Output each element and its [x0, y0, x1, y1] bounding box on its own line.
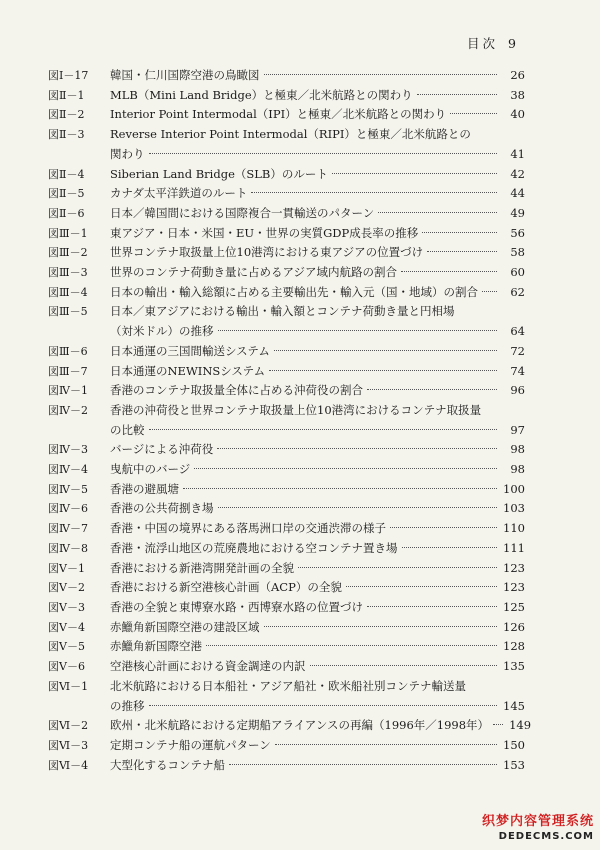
dot-leader: [251, 192, 497, 193]
figure-title: Siberian Land Bridge（SLB）のルート: [110, 166, 328, 181]
page-number: 26: [510, 68, 525, 82]
dot-leader: [332, 173, 497, 174]
figure-title: バージによる沖荷役: [110, 442, 214, 457]
figure-title: 日本通運のNEWINSシステム: [110, 363, 266, 378]
figure-title: 香港・中国の境界にある落馬洲口岸の交通渋滞の様子: [110, 521, 386, 536]
figure-title: 日本／韓国間における国際複合一貫輸送のパターン: [110, 205, 375, 220]
page-number: 126: [503, 619, 525, 634]
figure-label: 図Ⅵ－3: [48, 738, 89, 752]
figure-title: 世界のコンテナ荷動き量に占めるアジア域内航路の割合: [110, 265, 398, 280]
figure-label: 図Ⅴ－2: [48, 581, 85, 595]
figure-label: 図Ⅱ－3: [48, 128, 85, 142]
page-number: 111: [503, 540, 525, 555]
toc-entry[interactable]: [48, 381, 525, 401]
figure-label: 図Ⅳ－3: [48, 443, 88, 457]
toc-entry[interactable]: [48, 736, 525, 756]
dot-leader: [401, 271, 497, 272]
figure-title: 香港における新港湾開発計画の全貌: [110, 560, 294, 575]
figure-label: 図Ⅴ－3: [48, 600, 85, 614]
toc-entry[interactable]: [48, 519, 525, 539]
page-number: 49: [510, 205, 525, 220]
dot-leader: [217, 448, 497, 449]
dot-leader: [402, 547, 498, 548]
dot-leader: [390, 527, 497, 528]
toc-entry[interactable]: [48, 657, 525, 677]
figure-title: 韓国・仁川国際空港の鳥瞰図: [110, 68, 260, 82]
watermark: [482, 810, 594, 842]
toc-entry[interactable]: [48, 618, 525, 638]
page-number: 40: [510, 107, 525, 122]
page-number: 110: [503, 521, 525, 536]
page-number: 100: [503, 481, 525, 496]
figure-label: 図Ⅲ－5: [48, 305, 88, 319]
figure-title: 香港における新空港核心計画（ACP）の全貌: [110, 580, 342, 595]
dot-leader: [149, 153, 498, 154]
page-number: 125: [503, 599, 525, 614]
figure-label: 図Ⅱ－4: [48, 167, 85, 181]
figure-title: Reverse Interior Point Intermodal（RIPI）と極東／北米航路との: [110, 127, 471, 142]
page-number: 58: [510, 245, 525, 260]
figure-label: 図Ⅱ－5: [48, 187, 85, 201]
dot-leader: [206, 645, 497, 646]
page-number: 123: [503, 560, 525, 575]
figure-label: 図Ⅳ－6: [48, 502, 88, 516]
dot-leader: [218, 330, 498, 331]
toc-entry[interactable]: [48, 224, 525, 244]
toc-entry[interactable]: [48, 165, 525, 185]
figure-list: [48, 66, 532, 775]
dot-leader: [269, 370, 497, 371]
figure-title: 北米航路における日本船社・アジア船社・欧米船社別コンテナ輸送量: [110, 678, 467, 693]
toc-entry[interactable]: [48, 204, 525, 224]
dot-leader: [218, 507, 498, 508]
dot-leader: [427, 251, 497, 252]
page-number: 41: [510, 146, 525, 161]
figure-title: 東アジア・日本・米国・EU・世界の実質GDP成長率の推移: [110, 225, 419, 240]
page-number: 123: [503, 580, 525, 595]
figure-label: 図Ⅰ－17: [48, 69, 89, 82]
toc-entry[interactable]: [48, 401, 525, 440]
dot-leader: [298, 567, 497, 568]
dot-leader: [264, 74, 498, 75]
page-number: 128: [503, 639, 525, 654]
figure-title: 日本通運の三国間輸送システム: [110, 343, 270, 358]
header-title: 目次: [467, 36, 499, 51]
figure-label: 図Ⅳ－5: [48, 482, 88, 496]
toc-entry[interactable]: [48, 440, 525, 460]
page-number: 135: [503, 659, 525, 674]
running-header: [467, 34, 516, 52]
toc-entry[interactable]: [48, 243, 525, 263]
figure-title: 曳航中のバージ: [110, 462, 191, 477]
dot-leader: [275, 744, 497, 745]
watermark-url: DEDECMS.COM: [498, 831, 594, 842]
figure-label: 図Ⅳ－2: [48, 403, 88, 417]
page-number: 96: [510, 383, 525, 398]
figure-title: 香港・流浮山地区の荒廃農地における空コンテナ置き場: [110, 540, 398, 555]
page-number: 150: [503, 737, 525, 752]
page-number: 38: [510, 87, 525, 102]
figure-label: 図Ⅳ－7: [48, 522, 88, 536]
page-number: 153: [503, 757, 525, 772]
page-number: 98: [510, 462, 525, 477]
figure-label: 図Ⅴ－1: [48, 561, 85, 575]
figure-title: 関わり: [110, 146, 145, 161]
toc-entry[interactable]: [48, 637, 525, 657]
figure-label: 図Ⅱ－1: [48, 88, 85, 102]
figure-title: 香港の沖荷役と世界コンテナ取扱量上位10港湾におけるコンテナ取扱量: [110, 402, 482, 417]
toc-entry[interactable]: [48, 86, 525, 106]
figure-title: 日本の輸出・輸入総額に占める主要輸出先・輸入元（国・地域）の割合: [110, 284, 478, 299]
page-number: 62: [510, 284, 525, 299]
figure-label: 図Ⅵ－2: [48, 719, 89, 733]
figure-label: 図Ⅳ－8: [48, 541, 88, 555]
dot-leader: [367, 606, 497, 607]
figure-title: Interior Point Intermodal（IPI）と極東／北米航路との関わり: [110, 107, 447, 122]
figure-label: 図Ⅲ－6: [48, 344, 88, 358]
dot-leader: [264, 626, 498, 627]
page-number: 42: [510, 166, 525, 181]
dot-leader: [310, 665, 498, 666]
toc-entry[interactable]: [48, 283, 525, 303]
header-page-number: 9: [508, 36, 516, 51]
dot-leader: [378, 212, 497, 213]
page-number: 149: [509, 718, 532, 733]
figure-title: の推移: [110, 698, 145, 713]
figure-label: 図Ⅳ－4: [48, 463, 88, 477]
page-number: 74: [510, 363, 525, 378]
dot-leader: [274, 350, 497, 351]
toc-entry[interactable]: [48, 499, 525, 519]
page-number: 145: [503, 698, 525, 713]
toc-entry[interactable]: [48, 716, 532, 736]
figure-title: 香港の公共荷捌き場: [110, 501, 214, 516]
figure-title: 世界コンテナ取扱量上位10港湾における東アジアの位置づけ: [110, 245, 424, 260]
figure-title: （対米ドル）の推移: [110, 324, 214, 339]
dot-leader: [346, 586, 497, 587]
figure-title: 赤鱲角新国際空港の建設区域: [110, 619, 260, 634]
figure-title: 日本／東アジアにおける輸出・輸入額とコンテナ荷動き量と円相場: [110, 304, 455, 319]
page-number: 103: [503, 501, 525, 516]
figure-label: 図Ⅲ－4: [48, 285, 88, 299]
toc-entry[interactable]: [48, 460, 525, 480]
figure-title: 定期コンテナ船の運航パターン: [110, 737, 271, 752]
dot-leader: [229, 764, 497, 765]
page-number: 64: [510, 324, 525, 339]
figure-title: カナダ太平洋鉄道のルート: [110, 186, 248, 201]
page-number: 98: [510, 442, 525, 457]
figure-title: の比較: [110, 422, 145, 437]
figure-title: 赤鱲角新国際空港: [110, 639, 202, 654]
toc-entry[interactable]: [48, 598, 525, 618]
toc-entry[interactable]: [48, 263, 525, 283]
toc-entry[interactable]: [48, 184, 525, 204]
toc-entry[interactable]: [48, 302, 525, 341]
figure-label: 図Ⅴ－5: [48, 640, 85, 654]
toc-entry[interactable]: [48, 480, 525, 500]
toc-entry[interactable]: [48, 342, 525, 362]
dot-leader: [194, 468, 497, 469]
figure-title: 香港の全貌と東博寮水路・西博寮水路の位置づけ: [110, 599, 363, 614]
figure-title: 香港のコンテナ取扱量全体に占める沖荷役の割合: [110, 383, 363, 398]
dot-leader: [149, 429, 498, 430]
dot-leader: [367, 389, 497, 390]
dot-leader: [450, 113, 497, 114]
dot-leader: [493, 724, 503, 725]
toc-entry[interactable]: [48, 578, 525, 598]
dot-leader: [482, 291, 497, 292]
figure-title: 大型化するコンテナ船: [110, 757, 225, 772]
figure-label: 図Ⅱ－6: [48, 206, 85, 220]
page-number: 44: [510, 186, 525, 201]
figure-label: 図Ⅳ－1: [48, 384, 88, 398]
toc-entry[interactable]: [48, 677, 525, 716]
figure-title: MLB（Mini Land Bridge）と極東／北米航路との関わり: [110, 87, 413, 102]
toc-entry[interactable]: [48, 539, 525, 559]
figure-title: 欧州・北米航路における定期船アライアンスの再編（1996年／1998年）: [110, 718, 490, 733]
toc-entry[interactable]: [48, 362, 525, 382]
toc-entry[interactable]: [48, 105, 525, 125]
page-number: 97: [510, 422, 525, 437]
dot-leader: [422, 232, 497, 233]
toc-entry[interactable]: [48, 756, 525, 776]
watermark-text: 织梦内容管理系统: [481, 814, 594, 829]
figure-title: 空港核心計画における資金調達の内訳: [110, 659, 306, 674]
toc-entry[interactable]: [48, 125, 525, 164]
toc-entry[interactable]: [48, 66, 525, 86]
figure-label: 図Ⅲ－1: [48, 226, 88, 240]
dot-leader: [149, 705, 498, 706]
dot-leader: [183, 488, 497, 489]
page-number: 60: [510, 265, 525, 280]
toc-entry[interactable]: [48, 559, 525, 579]
figure-label: 図Ⅲ－2: [48, 246, 88, 260]
figure-title: 香港の避風塘: [110, 481, 179, 496]
figure-label: 図Ⅵ－1: [48, 679, 89, 693]
page-number: 56: [510, 225, 525, 240]
page-number: 72: [510, 343, 525, 358]
dot-leader: [417, 94, 497, 95]
figure-label: 図Ⅴ－4: [48, 620, 85, 634]
figure-label: 図Ⅱ－2: [48, 108, 85, 122]
figure-label: 図Ⅴ－6: [48, 660, 85, 674]
figure-label: 図Ⅲ－3: [48, 266, 88, 280]
figure-label: 図Ⅲ－7: [48, 364, 88, 378]
figure-label: 図Ⅵ－4: [48, 758, 89, 772]
